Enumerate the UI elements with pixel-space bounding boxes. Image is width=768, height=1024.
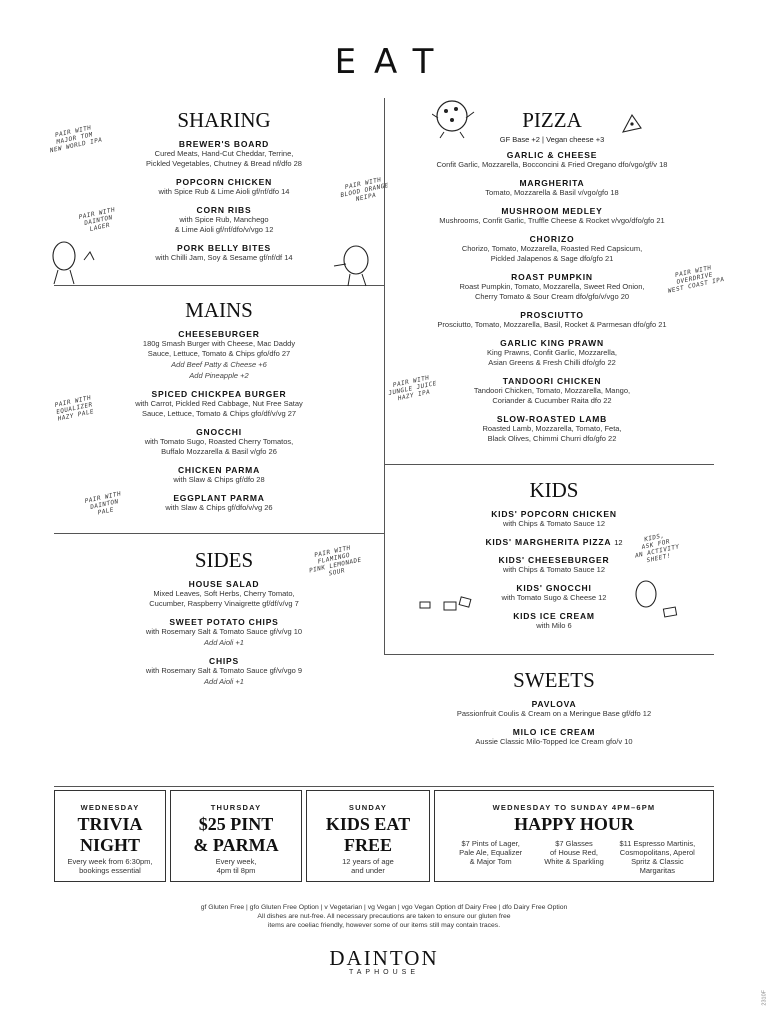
promo-day: WEDNESDAY <box>80 803 140 812</box>
page-title: EAT <box>334 42 452 82</box>
logo-sub-text: TAPHOUSE <box>349 969 419 976</box>
menu-item-title: KIDS' POPCORN CHICKEN <box>491 509 617 519</box>
happy-hour-offer-line: $7 Pints of Lager, <box>461 839 520 848</box>
pizza-heading: PIZZA <box>522 108 582 132</box>
dietary-legend <box>0 903 768 930</box>
mains-heading: MAINS <box>185 298 253 322</box>
menu-item-desc: Cured Meats, Hand-Cut Cheddar, Terrine, <box>154 149 294 158</box>
menu-item <box>424 699 684 719</box>
menu-item-desc: & Lime Aioli gf/nf/dfo/v/vgo 12 <box>174 225 274 234</box>
menu-item-desc: with Milo 6 <box>536 621 572 630</box>
divider-menu-promos <box>54 786 714 787</box>
menu-item-name <box>404 150 700 160</box>
menu-item-desc: Buffalo Mozzarella & Basil v/gfo 26 <box>161 447 277 456</box>
happy-hour-days: WEDNESDAY TO SUNDAY 4PM–6PM <box>492 803 656 812</box>
promo-detail-line: Every week from 6:30pm, <box>67 857 153 866</box>
pizza-slice-icon <box>620 112 644 136</box>
menu-item-name <box>404 310 700 320</box>
menu-item-title: MILO ICE CREAM <box>512 727 596 737</box>
menu-item-desc: Aussie Classic Milo-Topped Ice Cream gfo/v 10 <box>475 737 633 746</box>
menu-item-desc: Mixed Leaves, Soft Herbs, Cherry Tomato, <box>153 589 295 598</box>
menu-item-title: ROAST PUMPKIN <box>511 272 593 282</box>
happy-hour-offer <box>449 839 532 875</box>
menu-item-title: GARLIC & CHEESE <box>506 150 598 160</box>
menu-item-note: Add Aioli +1 <box>204 677 244 686</box>
menu-item <box>404 272 700 302</box>
menu-item <box>84 617 364 648</box>
menu-item-title: PROSCIUTTO <box>520 310 584 320</box>
promo-kids-eat-free <box>306 790 430 882</box>
menu-item-desc: Roast Pumpkin, Tomato, Mozzarella, Sweet Red Onion, <box>459 282 645 291</box>
menu-item-desc: Sauce, Lettuce, Tomato & Chips gfo/df/v/vg 27 <box>141 409 297 418</box>
legend-line: items are coeliac friendly, however some of our items still may contain traces. <box>267 922 501 929</box>
menu-item-title: MUSHROOM MEDLEY <box>501 206 603 216</box>
menu-item-title: EGGPLANT PARMA <box>173 493 265 503</box>
menu-item-name <box>404 376 700 386</box>
promo-detail-line: and under <box>351 866 385 875</box>
menu-item-title: HOUSE SALAD <box>188 579 260 589</box>
menu-item-desc: Pickled Jalapenos & Sage dfo/gfo 21 <box>490 254 614 263</box>
pairing-note-sides: PAIR WITH FLAMINGO PINK LEMONADE SOUR <box>308 544 363 578</box>
promo-trivia <box>54 790 166 882</box>
menu-item-desc: Black Olives, Chimmi Churri dfo/gfo 22 <box>487 434 617 443</box>
promo-pint-parma <box>170 790 302 882</box>
menu-item-title: SWEET POTATO CHIPS <box>169 617 279 627</box>
happy-hour-offer-line: Cosmopolitans, Aperol <box>619 848 695 857</box>
promo-happy-hour <box>434 790 714 882</box>
menu-item <box>404 206 700 226</box>
menu-item <box>404 338 700 368</box>
menu-item-title: CHIPS <box>209 656 239 666</box>
happy-hour-offer-line: of House Red, <box>550 848 598 857</box>
section-pizza <box>404 108 700 452</box>
menu-item-desc: Tomato, Mozzarella & Basil v/vgo/gfo 18 <box>485 188 619 197</box>
pairing-note-sharing: PAIR WITH MAJOR TOM NEW WORLD IPA <box>49 124 104 155</box>
menu-item-name <box>84 177 364 187</box>
menu-item <box>404 178 700 198</box>
menu-item <box>404 234 700 264</box>
menu-item-name <box>424 699 684 709</box>
happy-hour-offer-line: $7 Glasses <box>555 839 593 848</box>
pairing-note-chorizo: PAIR WITH OVERDRIVE WEST COAST IPA <box>667 264 726 295</box>
menu-item-desc: Asian Greens & Fresh Chilli dfo/gfo 22 <box>488 358 616 367</box>
pairing-note-mushroom: PAIR WITH BLOOD ORANGE NEIPA <box>339 176 390 203</box>
dainton-logo <box>0 946 768 976</box>
menu-item-title: SPICED CHICKPEA BURGER <box>151 389 287 399</box>
menu-item-desc: with Tomato Sugo & Cheese 12 <box>501 593 607 602</box>
menu-item-name <box>84 617 364 627</box>
menu-item-name <box>404 338 700 348</box>
menu-item-desc: Confit Garlic, Mozzarella, Bocconcini & Fried Oregano dfo/vgo/gf/v 18 <box>436 160 668 169</box>
happy-hour-offer <box>616 839 699 875</box>
menu-item-name <box>64 329 374 339</box>
promo-title: $25 PINT <box>198 814 274 834</box>
pairing-note-parma: PAIR WITH DAINTON PALE <box>84 490 122 517</box>
divider-kids-sweets <box>384 654 714 655</box>
pizza-subheading: GF Base +2 | Vegan cheese +3 <box>499 135 605 144</box>
legend-line: gf Gluten Free | gfo Gluten Free Option | v Vegetarian | vg Vegan | vgo Vegan Option df Dairy Free | dfo Dairy Free Option <box>200 904 568 911</box>
menu-item-title: MARGHERITA <box>519 178 585 188</box>
pairing-note-corn: PAIR WITH DAINTON LAGER <box>78 206 116 233</box>
pairing-note-chickpea: PAIR WITH EQUALIZER HAZY PALE <box>54 394 95 423</box>
promo-title: FREE <box>343 835 392 855</box>
menu-item-name <box>84 139 364 149</box>
divider-pizza-kids <box>384 464 714 465</box>
menu-item-name <box>84 579 364 589</box>
sharing-heading: SHARING <box>177 108 271 132</box>
section-sweets <box>424 668 684 755</box>
menu-item-note: Add Pineapple +2 <box>189 371 249 380</box>
promo-title: KIDS EAT <box>325 814 411 834</box>
menu-item-name <box>404 206 700 216</box>
promo-detail-line: 4pm til 8pm <box>216 866 256 875</box>
promo-detail-line: bookings essential <box>79 866 141 875</box>
happy-hour-offer-line: Pale Ale, Equalizer <box>459 848 523 857</box>
menu-code: 2310F <box>762 990 768 1006</box>
menu-item-desc: King Prawns, Confit Garlic, Mozzarella, <box>486 348 618 357</box>
menu-item <box>84 656 364 687</box>
pizza-character-icon <box>432 96 476 140</box>
promo-details <box>171 857 301 875</box>
menu-item-price: 12 <box>614 538 623 547</box>
menu-item-note: Add Beef Patty & Cheese +6 <box>171 360 267 369</box>
menu-item-desc: Cucumber, Raspberry Vinaigrette gf/df/v/vg 7 <box>149 599 299 608</box>
section-sharing <box>84 108 364 271</box>
menu-item <box>404 414 700 444</box>
menu-item-desc: Pickled Vegetables, Chutney & Bread nf/dfo 28 <box>146 159 302 168</box>
menu-item-desc: Tandoori Chicken, Tomato, Mozzarella, Mango, <box>473 386 631 395</box>
menu-item-name <box>424 509 684 519</box>
promo-day: SUNDAY <box>348 803 388 812</box>
promo-title: NIGHT <box>79 835 140 855</box>
menu-item <box>64 465 374 485</box>
happy-hour-offer-line: & Major Tom <box>469 857 512 866</box>
menu-item-desc: 180g Smash Burger with Cheese, Mac Daddy <box>142 339 296 348</box>
menu-item-title: KIDS' GNOCCHI <box>516 583 592 593</box>
menu-item-title: CHEESEBURGER <box>178 329 260 339</box>
menu-item-title: TANDOORI CHICKEN <box>502 376 602 386</box>
menu-item-title: KIDS' CHEESEBURGER <box>498 555 610 565</box>
menu-item-desc: Chorizo, Tomato, Mozzarella, Roasted Red Capsicum, <box>461 244 643 253</box>
menu-item-desc: Coriander & Cucumber Raita dfo 22 <box>492 396 612 405</box>
menu-item-title: CORN RIBS <box>196 205 252 215</box>
menu-item-name <box>84 656 364 666</box>
menu-item <box>404 150 700 170</box>
menu-item <box>404 376 700 406</box>
menu-item-desc: with Spice Rub & Lime Aioli gf/nf/dfo 14 <box>158 187 290 196</box>
promo-detail-line: Every week, <box>215 857 257 866</box>
happy-hour-offer-line: Spritz & Classic Margaritas <box>631 857 684 875</box>
menu-item-desc: with Tomato Sugo, Roasted Cherry Tomatos, <box>144 437 294 446</box>
menu-item-desc: with Carrot, Pickled Red Cabbage, Nut Free Satay <box>135 399 303 408</box>
menu-item-desc: Mushrooms, Confit Garlic, Truffle Cheese & Rocket v/vgo/dfo/gfo 21 <box>439 216 665 225</box>
character-left-icon <box>44 238 100 286</box>
menu-item <box>64 389 374 419</box>
menu-item-title: KIDS ICE CREAM <box>513 611 595 621</box>
menu-item-name <box>424 727 684 737</box>
menu-item <box>404 310 700 330</box>
menu-item-title: PORK BELLY BITES <box>176 243 272 253</box>
menu-item-title: KIDS' MARGHERITA PIZZA <box>485 537 612 547</box>
menu-item <box>64 427 374 457</box>
menu-item-desc: with Spice Rub, Manchego <box>179 215 269 224</box>
menu-item-name <box>84 243 364 253</box>
menu-item-desc: Sauce, Lettuce, Tomato & Chips gfo/dfo 27 <box>147 349 291 358</box>
menu-item-name <box>404 272 700 282</box>
menu-item-title: GNOCCHI <box>196 427 242 437</box>
menu-item-desc: with Chips & Tomato Sauce 12 <box>502 565 605 574</box>
promo-title: TRIVIA <box>77 814 143 834</box>
menu-item-desc: Prosciutto, Tomato, Mozzarella, Basil, Rocket & Parmesan dfo/gfo 21 <box>437 320 667 329</box>
promo-detail-line: 12 years of age <box>342 857 394 866</box>
happy-hour-title: HAPPY HOUR <box>514 814 634 834</box>
sides-heading: SIDES <box>194 548 254 572</box>
menu-item-desc: Cherry Tomato & Sour Cream dfo/gfo/v/vgo 20 <box>474 292 630 301</box>
menu-item-title: POPCORN CHICKEN <box>175 177 273 187</box>
menu-item-desc: with Slaw & Chips gf/dfo/v/vg 26 <box>165 503 273 512</box>
happy-hour-offers <box>435 839 713 875</box>
menu-item-desc: with Rosemary Salt & Tomato Sauce gf/v/vg 10 <box>145 627 303 636</box>
menu-item-title: CHORIZO <box>529 234 575 244</box>
logo-main-text: DAINTON <box>329 946 439 970</box>
menu-item <box>424 509 684 529</box>
legend-line: All dishes are nut-free. All necessary precautions are taken to ensure our gluten free <box>257 913 511 920</box>
menu-item-desc: with Slaw & Chips gf/dfo 28 <box>173 475 265 484</box>
menu-item-title: BREWER'S BOARD <box>178 139 270 149</box>
menu-item-name <box>64 465 374 475</box>
menu-item-name <box>404 178 700 188</box>
promo-title: & PARMA <box>193 835 279 855</box>
menu-item <box>84 243 364 263</box>
menu-item-title: PAVLOVA <box>531 699 577 709</box>
menu-item-desc: Passionfruit Coulis & Cream on a Meringue Base gf/dfo 12 <box>456 709 652 718</box>
happy-hour-offer-line: White & Sparkling <box>544 857 604 866</box>
menu-item <box>64 329 374 381</box>
menu-item-note: Add Aioli +1 <box>204 638 244 647</box>
menu-item-desc: with Chilli Jam, Soy & Sesame gf/nf/df 14 <box>155 253 293 262</box>
character-right-icon <box>326 240 382 288</box>
kids-activity-note: KIDS, ASK FOR AN ACTIVITY SHEET! <box>634 532 681 565</box>
menu-item <box>84 205 364 235</box>
menu-item-name <box>404 414 700 424</box>
menu-item-name <box>84 205 364 215</box>
sweets-heading: SWEETS <box>513 668 595 692</box>
menu-item-desc: Roasted Lamb, Mozzarella, Tomato, Feta, <box>482 424 622 433</box>
menu-item-title: GARLIC KING PRAWN <box>500 338 604 348</box>
menu-item <box>84 139 364 169</box>
menu-item <box>424 727 684 747</box>
menu-item-desc: with Chips & Tomato Sauce 12 <box>502 519 605 528</box>
section-mains <box>64 298 374 521</box>
promo-day: THURSDAY <box>210 803 262 812</box>
pairing-note-prawn: PAIR WITH JUNGLE JUICE HAZY IPA <box>387 374 438 403</box>
promo-details <box>307 857 429 875</box>
happy-hour-offer <box>532 839 615 875</box>
divider-mains-sides <box>54 533 384 534</box>
menu-item-name <box>404 234 700 244</box>
happy-hour-offer-line: $11 Espresso Martinis, <box>619 839 696 848</box>
menu-item <box>84 579 364 609</box>
menu-item-title: SLOW-ROASTED LAMB <box>496 414 608 424</box>
menu-item-name <box>64 389 374 399</box>
kids-heading: KIDS <box>529 478 579 502</box>
menu-item-name <box>64 427 374 437</box>
menu-item <box>84 177 364 197</box>
kids-drawing-icon <box>414 572 690 622</box>
promo-details <box>55 857 165 875</box>
menu-item-title: CHICKEN PARMA <box>177 465 261 475</box>
menu-item-desc: with Rosemary Salt & Tomato Sauce gf/v/vgo 9 <box>145 666 303 675</box>
